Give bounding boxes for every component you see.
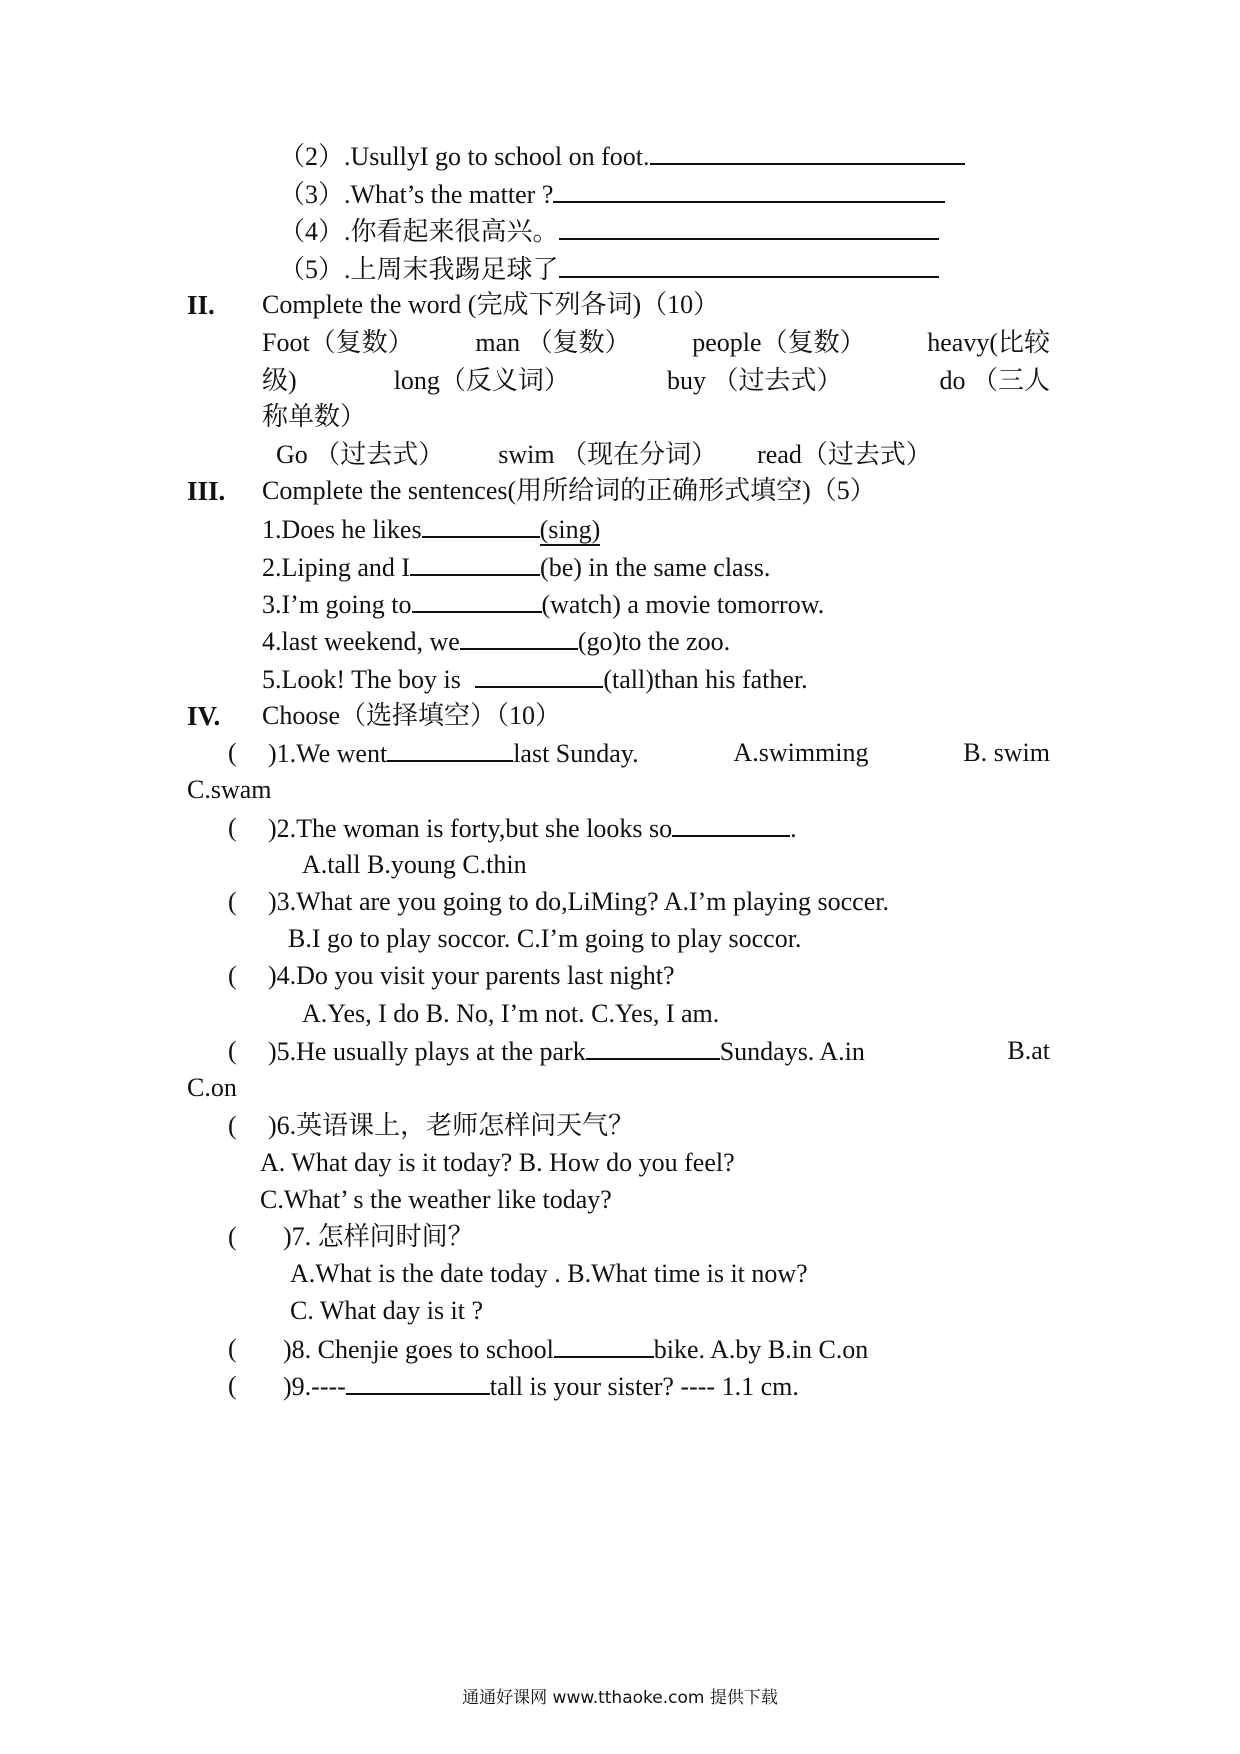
paren: ( — [228, 887, 237, 916]
section-number-3: III. — [187, 476, 226, 506]
section-title-2: Complete the word (完成下列各词)（10） — [262, 290, 720, 319]
sentence-item-3: 3.I’m going to (watch) a movie tomorrow. — [262, 587, 824, 622]
choice-options-3: B.I go to play soccor. C.I’m going to play soccor. — [288, 924, 802, 953]
page-footer: 通通好课网 www.tthaoke.com 提供下载 — [462, 1688, 778, 1708]
translation-item-2: （2）.UsullyI go to school on foot. — [279, 139, 965, 174]
section-number-4: IV. — [187, 701, 221, 731]
answer-blank[interactable] — [554, 1332, 654, 1358]
sentence-item-4: 4.last weekend, we (go)to the zoo. — [262, 624, 730, 659]
choice-question-1-cont: C.swam — [187, 775, 272, 804]
answer-blank[interactable] — [387, 736, 513, 762]
answer-blank[interactable] — [412, 587, 542, 613]
answer-blank[interactable] — [460, 624, 578, 650]
paren: ( — [228, 813, 237, 842]
paren: ( — [228, 1334, 237, 1363]
answer-blank[interactable] — [553, 177, 945, 203]
word-row-3: 称单数） — [262, 402, 367, 431]
sentence-item-1: 1.Does he likes (sing) — [262, 512, 600, 547]
translation-item-4: （4）.你看起来很高兴。 — [279, 214, 939, 249]
answer-blank[interactable] — [559, 252, 939, 278]
sentence-item-2: 2.Liping and I (be) in the same class. — [262, 550, 770, 585]
answer-blank[interactable] — [346, 1369, 490, 1395]
choice-options-7b: C. What day is it ? — [290, 1296, 484, 1325]
section-title-4: Choose（选择填空）（10） — [262, 701, 562, 730]
choice-options-7a: A.What is the date today . B.What time is it now? — [290, 1259, 808, 1288]
translation-item-5: （5）.上周末我踢足球了 — [279, 252, 939, 287]
paren: ( — [228, 738, 237, 767]
choice-question-5: )5.He usually plays at the park Sundays. A.in B.at — [268, 1036, 1050, 1066]
word-row-1: Foot（复数） man （复数） people（复数） heavy(比较 — [262, 328, 1050, 357]
answer-blank[interactable] — [672, 811, 790, 837]
choice-question-3: )3.What are you going to do,LiMing? A.I’m playing soccer. — [268, 887, 889, 916]
answer-blank[interactable] — [410, 550, 540, 576]
choice-question-4: )4.Do you visit your parents last night? — [268, 961, 675, 990]
choice-options-4: A.Yes, I do B. No, I’m not. C.Yes, I am. — [302, 999, 720, 1028]
answer-blank[interactable] — [586, 1034, 720, 1060]
answer-blank[interactable] — [475, 662, 603, 688]
paren: ( — [228, 1222, 237, 1251]
choice-question-6: )6.英语课上，老师怎样问天气？ — [268, 1111, 635, 1140]
answer-blank[interactable] — [559, 214, 939, 240]
paren: ( — [228, 1371, 237, 1400]
choice-question-5-cont: C.on — [187, 1073, 237, 1102]
sentence-item-5: 5.Look! The boy is (tall)than his father. — [262, 662, 808, 697]
translation-item-3: （3）.What’s the matter ? — [279, 177, 945, 212]
choice-question-8: )8. Chenjie goes to school bike. A.by B.in C.on — [283, 1332, 868, 1367]
choice-question-1: )1.We went last Sunday. A.swimming B. swim — [268, 738, 1050, 768]
word-row-4: Go （过去式） swim （现在分词） read（过去式） — [276, 440, 932, 469]
paren: ( — [228, 1036, 237, 1065]
answer-blank[interactable] — [650, 139, 965, 165]
paren: ( — [228, 1111, 237, 1140]
choice-question-7: )7. 怎样问时间？ — [283, 1222, 474, 1251]
answer-blank[interactable] — [422, 512, 540, 538]
section-number-2: II. — [187, 290, 215, 320]
section-title-3: Complete the sentences(用所给词的正确形式填空)（5） — [262, 476, 876, 505]
choice-options-6a: A. What day is it today? B. How do you feel? — [260, 1148, 735, 1177]
choice-question-9: )9.---- tall is your sister? ---- 1.1 cm. — [283, 1369, 799, 1404]
choice-options-2: A.tall B.young C.thin — [302, 850, 527, 879]
choice-options-6b: C.What’ s the weather like today? — [260, 1185, 612, 1214]
word-row-2: 级) long（反义词） buy （过去式） do （三人 — [262, 366, 1050, 395]
paren: ( — [228, 961, 237, 990]
choice-question-2: )2.The woman is forty,but she looks so . — [268, 811, 797, 846]
